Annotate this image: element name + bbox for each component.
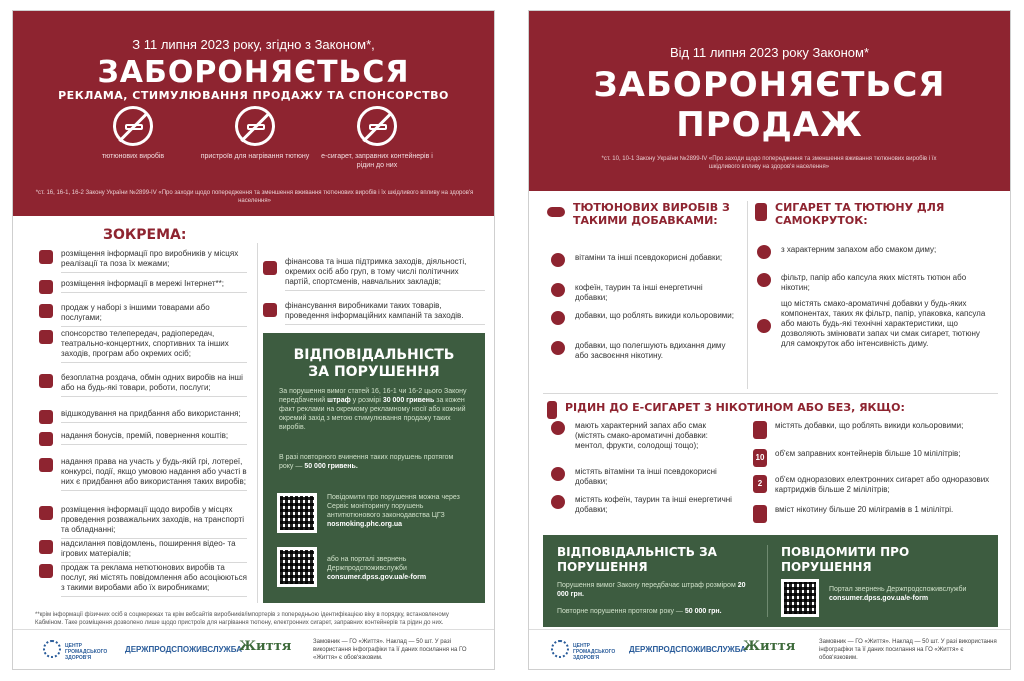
list-bullet-icon (39, 374, 53, 388)
ban-icons-row (13, 106, 494, 176)
qr-code-consumer[interactable] (781, 579, 819, 617)
life-logo: Життя (239, 639, 292, 654)
phc-logo: ЦЕНТР ГРОМАДСЬКОГО ЗДОРОВ'Я (65, 643, 108, 661)
logos-bar (13, 629, 494, 669)
list-item: вміст нікотину більше 20 міліграмів в 1 мілілітрі. (775, 505, 954, 514)
nosmoking-link[interactable]: nosmoking.phc.org.ua (327, 521, 403, 528)
section-cigarettes-title: СИГАРЕТ ТА ТЮТЮНУ ДЛЯ САМОКРУТОК: (775, 201, 945, 227)
responsibility-box (263, 333, 485, 603)
dpss-logo: ДЕРЖПРОДСПОЖИВСЛУЖБА (629, 645, 747, 654)
poster-sale-ban (528, 10, 1011, 670)
report-nosmoking: Повідомити про порушення можна через Сервіс моніторингу порушень антитютюнового законодавства ЦГЗ nosmoking.phc.org.ua (327, 494, 460, 528)
list-bullet-icon (39, 330, 53, 344)
hero-lead: З 11 липня 2023 року, згідно з Законом*, (132, 37, 375, 52)
zokrema-title: ЗОКРЕМА: (103, 227, 187, 243)
no-cigarette-icon (113, 106, 153, 146)
cartridge-icon (753, 421, 767, 439)
repeat-fine-text: В разі повторного вчинення таких порушень протягом року — 50 000 гривень. (279, 454, 454, 470)
liquid-icon (551, 467, 565, 481)
list-item: відшкодування на придбання або використання; (61, 409, 247, 423)
hero-subtitle: РЕКЛАМА, СТИМУЛЮВАННЯ ПРОДАЖУ ТА СПОНСОРСТВО (58, 89, 449, 102)
list-item: об'єм заправних контейнерів більше 10 мілілітрів; (775, 449, 961, 458)
list-bullet-icon (39, 250, 53, 264)
column-divider (747, 201, 748, 389)
liquid-icon (551, 421, 565, 435)
list-item: містять добавки, що роблять викиди кольоровими; (775, 421, 964, 430)
report-consumer: Портал звернень Держпродспоживслужби consumer.dpss.gov.ua/e-form (829, 586, 967, 602)
flavor-icon (757, 319, 771, 333)
ban-tobacco: тютюнових виробів (73, 106, 193, 161)
logos-bar (529, 629, 1010, 669)
list-item: мають характерний запах або смак (містять смако-ароматичні добавки: ментол, фрукти, солодощі тощо); (575, 421, 708, 450)
list-bullet-icon (39, 280, 53, 294)
list-item: фільтр, папір або капсула яких містять тютюн або нікотин; (781, 273, 967, 292)
list-item: безоплатна роздача, обмін одних виробів на інші або на будь-які товари, роботи, послуги; (61, 373, 247, 397)
consumer-link[interactable]: consumer.dpss.gov.ua/e-form (829, 595, 929, 602)
list-item: добавки, що роблять викиди кольоровими; (575, 311, 734, 320)
megaphone-icon (263, 303, 277, 317)
flavor-icon (757, 245, 771, 259)
ban-heaters: пристроїв для нагрівання тютюну (195, 106, 315, 161)
hero-title: ЗАБОРОНЯЄТЬСЯ (593, 65, 946, 105)
report-consumer: або на порталі звернень Держпродспоживслужби consumer.dpss.gov.ua/e-form (327, 556, 427, 581)
list-item: розміщення інформації щодо виробів у місцях проведення розважальних заходів, на транспорті та обладнанні; (61, 505, 247, 539)
law-note: *ст. 16, 16-1, 16-2 Закону України №2899-IV «Про заходи щодо попередження та зменшення вживання тютюнових виробів і їх шкідливого впливу на здоров'я населення» (35, 190, 474, 204)
additive-icon (551, 311, 565, 325)
cigarettes-icon (547, 207, 565, 217)
qr-code-consumer[interactable] (277, 547, 317, 587)
list-item: кофеїн, таурин та інші енергетичні добавки; (575, 283, 703, 302)
list-bullet-icon (39, 432, 53, 446)
column-divider (257, 243, 258, 603)
list-item: містять вітаміни та інші псевдокорисні добавки; (575, 467, 717, 486)
list-item: надсилання повідомлень, поширення відео- та ігрових матеріалів; (61, 539, 247, 563)
list-bullet-icon (39, 304, 53, 318)
responsibility-box (543, 535, 998, 627)
repeat-fine-text: Повторне порушення протягом року — 50 000 грн. (557, 608, 722, 615)
report-title: ПОВІДОМИТИ ПРО ПОРУШЕННЯ (781, 545, 910, 574)
list-item: містять кофеїн, таурин та інші енергетичні добавки; (575, 495, 732, 514)
hero-title: ЗАБОРОНЯЄТЬСЯ (97, 55, 410, 90)
hero-banner (529, 11, 1010, 191)
list-item: об'єм одноразових електронних сигарет або одноразових картриджів більше 2 мілілітрів; (775, 475, 990, 494)
cartridge-icon: 2 (753, 475, 767, 493)
additive-icon (551, 283, 565, 297)
phc-logo: ЦЕНТР ГРОМАДСЬКОГО ЗДОРОВ'Я (573, 643, 616, 661)
no-heater-icon (235, 106, 275, 146)
imprint: Замовник — ГО «Життя». Наклад — 50 шт. У разі використання інфографіки та її даних посилання на ГО «Життя» є обов'язковим. (819, 639, 997, 661)
vape-icon (547, 401, 557, 419)
responsibility-title: ВІДПОВІДАЛЬНІСТЬ ЗА ПОРУШЕННЯ (293, 347, 455, 380)
list-item: що містять смако-ароматичні добавки у будь-яких компонентах, таких як фільтр, папір, упаковка, капсула або мають будь-які технічні характеристики, що дозволяють змінювати запах чи смак сигарет, тютюну для самокруток або інтенсивність диму. (781, 299, 986, 348)
hero-title-2: ПРОДАЖ (676, 105, 863, 145)
list-bullet-icon (39, 540, 53, 554)
hero-lead: Від 11 липня 2023 року Законом* (669, 45, 870, 60)
section-additives-title: ТЮТЮНОВИХ ВИРОБІВ З ТАКИМИ ДОБАВКАМИ: (573, 201, 730, 227)
list-item: розміщення інформації про виробників у місцях реалізації та поза їх межами; (61, 249, 247, 273)
list-item: продаж у наборі з іншими товарами або послугами; (61, 303, 247, 327)
list-item: фінансування виробниками таких товарів, проведення інформаційних кампаній та заходів. (285, 301, 485, 325)
money-bag-icon (263, 261, 277, 275)
fine-text: За порушення вимог статей 16, 16-1 чи 16-2 цього Закону передбачений штраф у розмірі 30 000 гривень за кожен факт реклами на окремому рекламному носії або кожний окремий захід з метою стимулювання продажу таких виробів. (279, 388, 467, 431)
cigarette-pack-icon (755, 203, 767, 221)
list-bullet-icon (39, 564, 53, 578)
list-item: розміщення інформації в мережі Інтернет**; (61, 279, 247, 293)
list-item: добавки, що полегшують вдихання диму або засвоєння нікотину. (575, 341, 726, 360)
list-item: надання права на участь у будь-якій грі, лотереї, конкурсі, події, якщо умовою надання або участі в них є придбання або використання таких виробів; (61, 457, 247, 491)
cartridge-icon: 10 (753, 449, 767, 467)
list-bullet-icon (39, 410, 53, 424)
no-ecig-icon (357, 106, 397, 146)
flavor-icon (757, 273, 771, 287)
ban-ecig: е-сигарет, заправних контейнерів і рідин до них (317, 106, 437, 170)
footnote: **крім інформації фізичних осіб в соцмережах та крім вебсайтів виробників/імпортерів з попередньою ідентифікацією віку в порядку, встановленому Кабміном. Таке розміщення дозволено лише щодо пристроїв для нагрівання тютюну, електронних сигарет, заправних контейнерів та рідин до них. (35, 612, 449, 626)
fine-text: Порушення вимог Закону передбачає штраф розміром 20 000 грн. (557, 582, 746, 598)
list-item: з характерним запахом або смаком диму; (781, 245, 937, 254)
dpss-logo: ДЕРЖПРОДСПОЖИВСЛУЖБА (125, 645, 243, 654)
additive-icon (551, 341, 565, 355)
list-item: надання бонусів, премій, повернення коштів; (61, 431, 247, 445)
list-item: фінансова та інша підтримка заходів, діяльності, окремих осіб або груп, в тому числі політичних партій, спортсменів, навчальних закладів; (285, 257, 485, 291)
phc-logo-icon (551, 640, 569, 658)
list-bullet-icon (39, 506, 53, 520)
additive-icon (551, 253, 565, 267)
list-item: продаж та реклама нетютюнових виробів та послуг, які містять повідомлення або асоціюються з такими виробами або їх виробниками; (61, 563, 247, 597)
responsibility-title: ВІДПОВІДАЛЬНІСТЬ ЗА ПОРУШЕННЯ (557, 545, 717, 574)
cartridge-icon (753, 505, 767, 523)
hero-banner (13, 11, 494, 216)
list-item: спонсорство телепередач, радіопередач, театрально-концертних, спортивних та інших заходів, програм або окремих осіб; (61, 329, 247, 363)
imprint: Замовник — ГО «Життя». Наклад — 50 шт. У разі використання інфографіки та її даних посилання на ГО «Життя» є обов'язковим. (313, 639, 467, 661)
life-logo: Життя (743, 639, 796, 654)
section-divider (543, 393, 998, 394)
phc-logo-icon (43, 640, 61, 658)
liquid-icon (551, 495, 565, 509)
law-note: *ст. 10, 10-1 Закону України №2899-IV «Про заходи щодо попередження та зменшення вживання тютюнових виробів і їх шкідливого впливу на здоров'я населення» (601, 156, 937, 170)
consumer-link[interactable]: consumer.dpss.gov.ua/e-form (327, 574, 427, 581)
section-liquids-title: РІДИН ДО Е-СИГАРЕТ З НІКОТИНОМ АБО БЕЗ, ЯКЩО: (565, 401, 905, 414)
list-item: вітаміни та інші псевдокорисні добавки; (575, 253, 723, 262)
qr-code-nosmoking[interactable] (277, 493, 317, 533)
list-bullet-icon (39, 458, 53, 472)
poster-advertising-ban (12, 10, 495, 670)
box-divider (767, 545, 768, 617)
